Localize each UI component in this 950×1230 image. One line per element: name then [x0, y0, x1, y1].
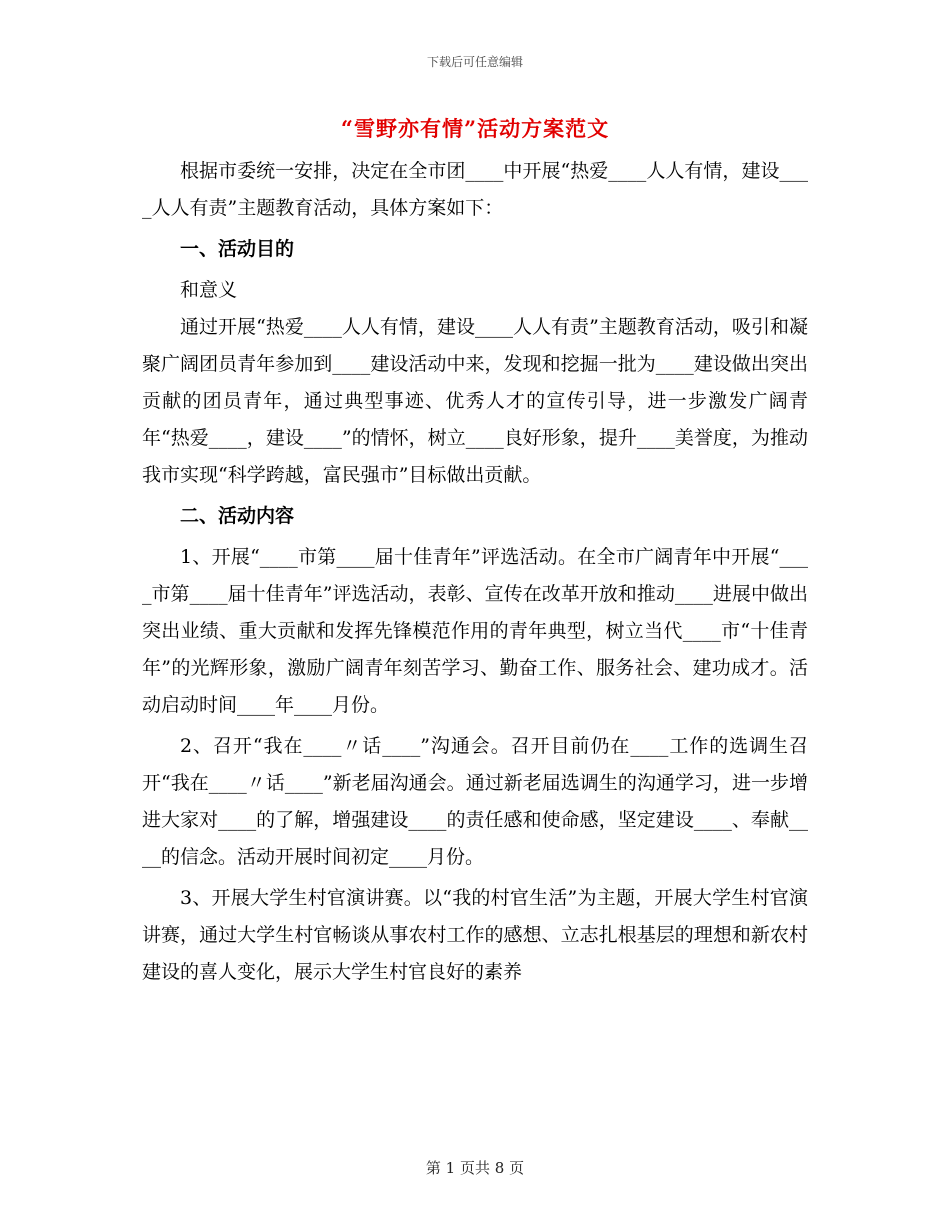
section-heading-purpose: 一、活动目的 — [180, 238, 295, 260]
document-body — [142, 153, 808, 991]
page-footer: 第 1 页共 8 页 — [425, 1159, 525, 1177]
document-title: “雪野亦有情”活动方案范文 — [340, 116, 610, 141]
content-item-1: 1、开展“____市第____届十佳青年”评选活动。在全市广阔青年中开展“____市第____届十佳青年”评选活动，表彰、宣传在改革开放和推动____进展中做出突出业绩、重大贡献和发挥先锋模范作用的青年典型，树立当代____市“十佳青年”的光辉形象，激励广阔青年刻苦学习、勤奋工作、服务社会、建功成才。活动启动时间____年____月份。 — [142, 546, 808, 716]
header-note: 下载后可任意编辑 — [426, 55, 523, 69]
content-item-2: 2、召开“我在____〃话____”沟通会。召开目前仍在____工作的选调生召开“我在____〃话____”新老届沟通会。通过新老届选调生的沟通学习，进一步增进大家对____的了解，增强建设____的责任感和使命感，坚定建设____、奉献____的信念。活动开展时间初定____月份。 — [142, 735, 808, 868]
section-heading-content: 二、活动内容 — [180, 505, 295, 527]
content-item-3: 3、开展大学生村官演讲赛。以“我的村官生活”为主题，开展大学生村官演讲赛，通过大学生村官畅谈从事农村工作的感想、立志扎根基层的理想和新农村建设的喜人变化，展示大学生村官良好的素养 — [142, 887, 808, 983]
intro-paragraph: 根据市委统一安排，决定在全市团____中开展“热爱____人人有情，建设____人人有责”主题教育活动，具体方案如下： — [142, 160, 808, 219]
purpose-paragraph: 通过开展“热爱____人人有情，建设____人人有责”主题教育活动，吸引和凝聚广阔团员青年参加到____建设活动中来，发现和挖掘一批为____建设做出突出贡献的团员青年，通过典型事迹、优秀人才的宣传引导，进一步激发广阔青年“热爱____，建设____”的情怀，树立____良好形象，提升____美誉度，为推动我市实现“科学跨越，富民强市”目标做出贡献。 — [142, 316, 808, 486]
section-subline: 和意义 — [180, 279, 238, 301]
